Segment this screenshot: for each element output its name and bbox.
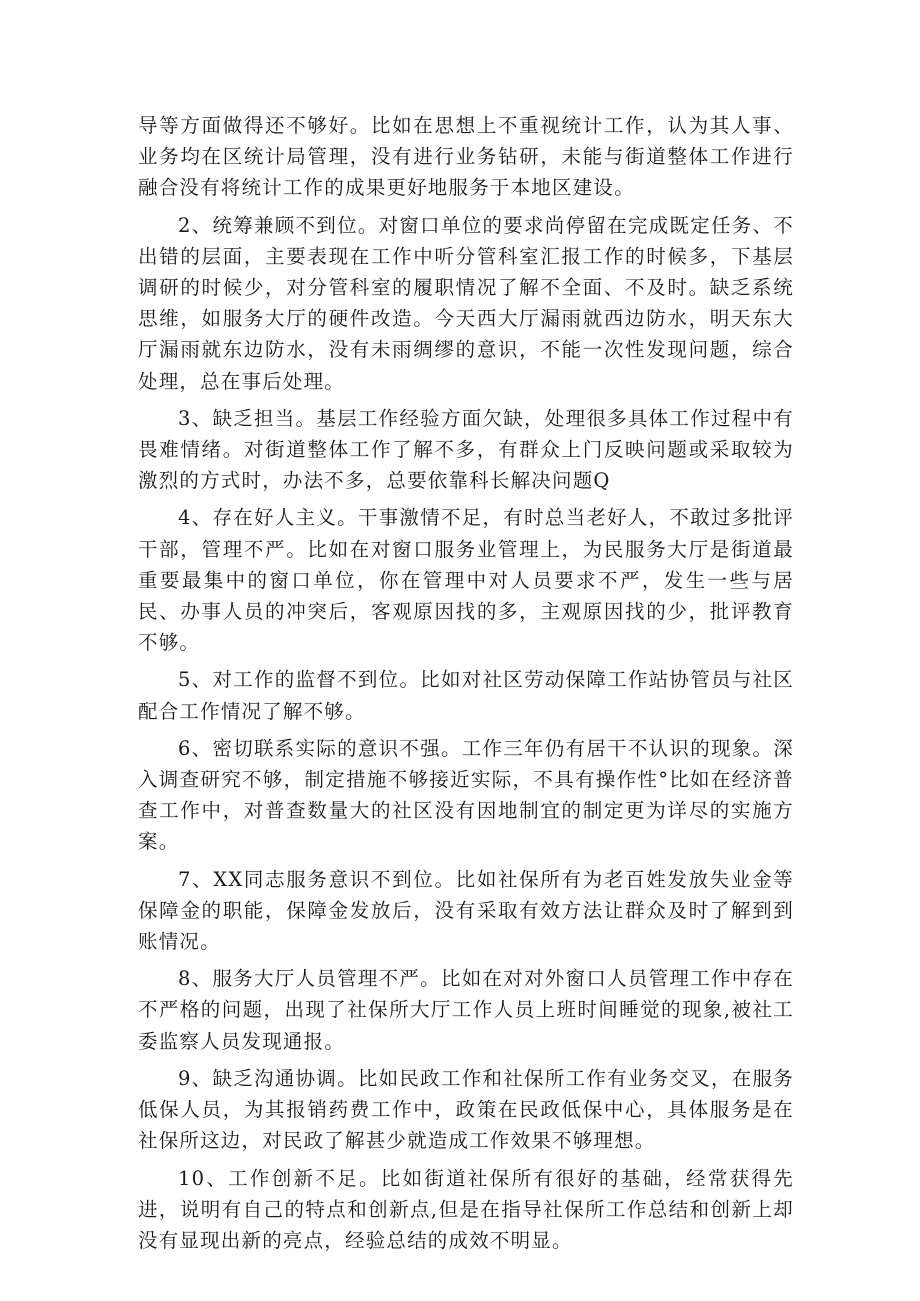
- paragraph-item-8: 8、服务大厅人员管理不严。比如在对对外窗口人员管理工作中存在不严格的问题，出现了社保所大厅工作人员上班时间睡觉的现象,被社工委监察人员发现通报。: [138, 967, 794, 1053]
- paragraph-item-9: 9、缺乏沟通协调。比如民政工作和社保所工作有业务交叉，在服务低保人员，为其报销药费工作中，政策在民政低保中心，具体服务是在社保所这边，对民政了解甚少就造成工作效果不够理想。: [138, 1066, 794, 1153]
- paragraph-continuation: 导等方面做得还不够好。比如在思想上不重视统计工作，认为其人事、业务均在区统计局管理，没有进行业务钻研，未能与街道整体工作进行融合没有将统计工作的成果更好地服务于本地区建设。: [138, 114, 794, 200]
- paragraph-item-4: 4、存在好人主义。干事激情不足，有时总当老好人，不敢过多批评干部，管理不严。比如在对窗口服务业管理上，为民服务大厅是街道最重要最集中的窗口单位，你在管理中对人员要求不严，发生一些与居民、办事人员的冲突后，客观原因找的多，主观原因找的少，批评教育不够。: [138, 506, 794, 655]
- paragraph-item-7: 7、XX同志服务意识不到位。比如社保所有为老百姓发放失业金等保障金的职能，保障金发放后，没有采取有效方法让群众及时了解到到账情况。: [138, 867, 794, 954]
- paragraph-item-3: 3、缺乏担当。基层工作经验方面欠缺，处理很多具体工作过程中有畏难情绪。对街道整体工作了解不多，有群众上门反映问题或采取较为激烈的方式时，办法不多，总要依靠科长解决问题Q: [138, 406, 794, 493]
- paragraph-item-6: 6、密切联系实际的意识不强。工作三年仍有居干不认识的现象。深入调查研究不够，制定措施不够接近实际，不具有操作性°比如在经济普查工作中，对普查数量大的社区没有因地制宜的制定更为详尽的实施方案。: [138, 736, 794, 854]
- paragraph-item-5: 5、对工作的监督不到位。比如对社区劳动保障工作站协管员与社区配合工作情况了解不够。: [138, 668, 794, 723]
- paragraph-item-10: 10、工作创新不足。比如街道社保所有很好的基础，经常获得先进，说明有自己的特点和创新点,但是在指导社保所工作总结和创新上却没有显现出新的亮点，经验总结的成效不明显。: [138, 1166, 794, 1252]
- document-body: [138, 110, 794, 1262]
- paragraph-item-2: 2、统筹兼顾不到位。对窗口单位的要求尚停留在完成既定任务、不出错的层面，主要表现在工作中听分管科室汇报工作的时候多，下基层调研的时候少，对分管科室的履职情况了解不全面、不及时。缺乏系统思维，如服务大厅的硬件改造。今天西大厅漏雨就西边防水，明天东大厅漏雨就东边防水，没有未雨绸缪的意识，不能一次性发现问题，综合处理，总在事后处理。: [138, 213, 794, 393]
